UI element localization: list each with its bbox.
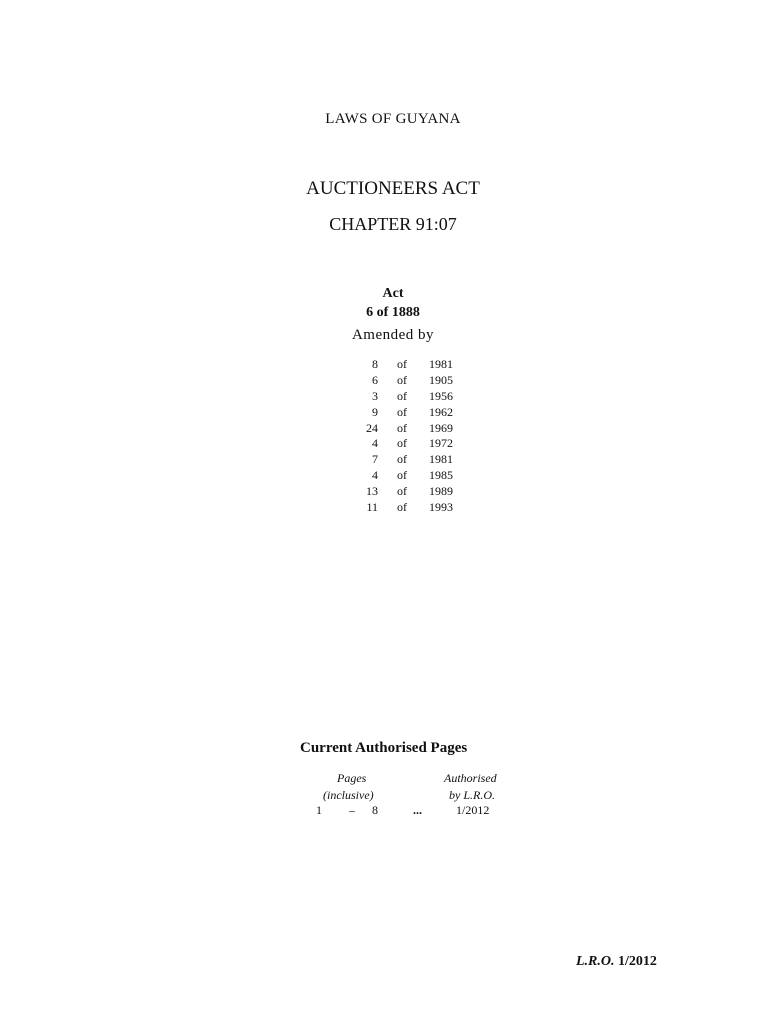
amendment-year: 1981 [429, 357, 453, 371]
amendment-number: 4 [372, 468, 378, 483]
amendment-number: 7 [372, 452, 378, 467]
page-footer [576, 954, 657, 970]
amendment-year: 1972 [429, 436, 453, 451]
amendment-row [350, 468, 470, 484]
amendment-year: 1985 [429, 468, 453, 483]
amendment-of: of [397, 404, 407, 419]
act-number: 6 of 1888 [366, 305, 420, 320]
page-range-dash: – [349, 803, 355, 817]
amendment-number: 9 [372, 404, 378, 419]
amendment-year: 1981 [429, 452, 453, 467]
amendment-number: 11 [366, 500, 378, 515]
amendment-number: 4 [372, 436, 378, 451]
authorised-pages-title: Current Authorised Pages [300, 740, 468, 756]
act-title: AUCTIONEERS ACT [306, 178, 480, 199]
amendment-number: 24 [366, 420, 378, 435]
laws-heading: LAWS OF GUYANA [325, 111, 461, 127]
amendment-of: of [397, 500, 407, 515]
amendment-of: of [397, 436, 407, 451]
authorised-edition: 1/2012 [456, 803, 490, 817]
amendment-row [350, 452, 470, 468]
footer-edition: 1/2012 [618, 954, 657, 969]
amendment-number: 6 [372, 372, 378, 387]
amendment-year: 1956 [429, 388, 453, 403]
leader-dots: ... [413, 803, 422, 817]
amendment-row [350, 484, 470, 500]
amendment-row [350, 421, 470, 437]
pages-header: Pages [337, 771, 367, 785]
chapter-title: CHAPTER 91:07 [329, 214, 457, 234]
amendment-list [350, 357, 470, 516]
amendment-of: of [397, 357, 407, 371]
amendment-of: of [397, 372, 407, 387]
amendment-row [350, 405, 470, 421]
amendment-row [350, 373, 470, 389]
amendment-number: 3 [372, 388, 378, 403]
amendment-year: 1962 [429, 404, 453, 419]
amendment-year: 1969 [429, 420, 453, 435]
act-label: Act [382, 286, 404, 301]
amendment-of: of [397, 388, 407, 403]
amendment-number: 8 [372, 357, 378, 371]
page-from: 1 [316, 803, 322, 817]
amendment-row [350, 357, 470, 373]
pages-header-inclusive: (inclusive) [323, 788, 374, 802]
amendment-of: of [397, 420, 407, 435]
authorised-header: Authorised [444, 771, 497, 785]
amendment-of: of [397, 452, 407, 467]
amendment-year: 1993 [429, 500, 453, 515]
amended-by-label: Amended by [351, 327, 435, 343]
amendment-year: 1905 [429, 372, 453, 387]
page-to: 8 [372, 803, 378, 817]
amendment-row [350, 500, 470, 516]
amendment-number: 13 [366, 484, 378, 499]
authorised-by-header: by L.R.O. [449, 788, 495, 802]
footer-lro: L.R.O. [576, 954, 615, 969]
amendment-row [350, 389, 470, 405]
amendment-of: of [397, 484, 407, 499]
amendment-year: 1989 [429, 484, 453, 499]
amendment-of: of [397, 468, 407, 483]
amendment-row [350, 436, 470, 452]
